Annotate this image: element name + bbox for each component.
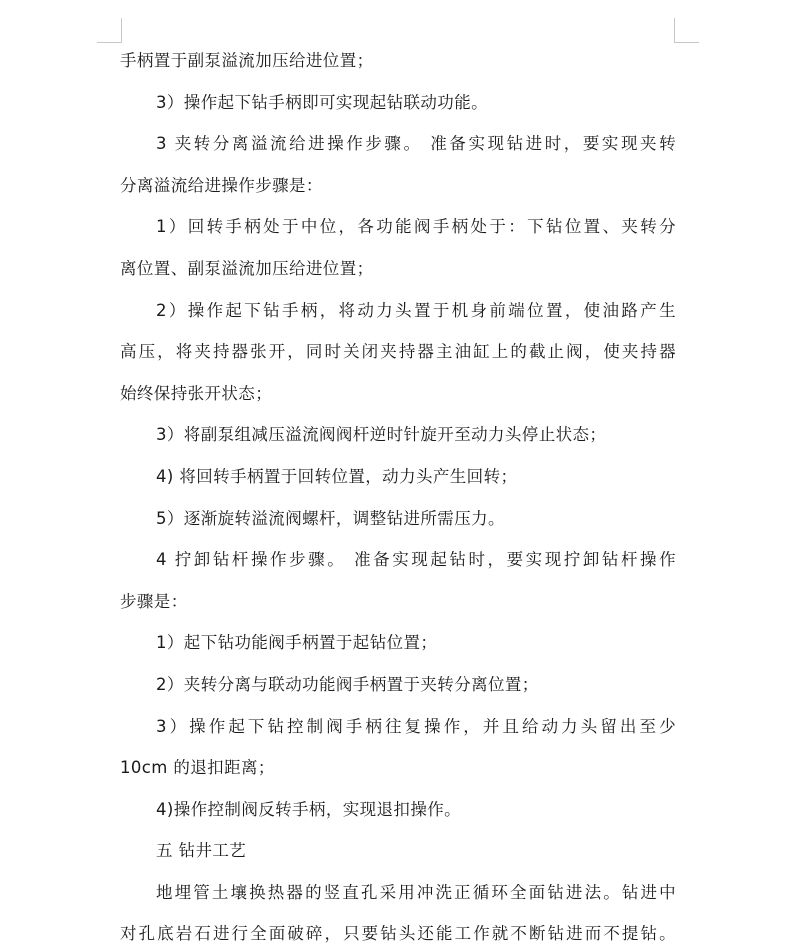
text-line: 2）夹转分离与联动功能阀手柄置于夹转分离位置； [156,674,539,694]
text-line: 4 拧卸钻杆操作步骤。 准备实现起钻时，要实现拧卸钻杆操作 [156,550,676,570]
text-line: 10cm 的退扣距离； [120,758,275,778]
text-line: 4) 将回转手柄置于回转位置，动力头产生回转； [156,466,518,486]
text-line: 分离溢流给进操作步骤是： [120,175,323,195]
text-line: 离位置、副泵溢流加压给进位置； [120,258,374,278]
text-line: 3）操作起下钻控制阀手柄往复操作，并且给动力头留出至少 [156,716,676,736]
text-line: 手柄置于副泵溢流加压给进位置； [120,51,374,70]
document-body [120,40,676,944]
text-line: 5）逐渐旋转溢流阀螺杆，调整钻进所需压力。 [156,508,505,528]
text-line: 1）回转手柄处于中位，各功能阀手柄处于：下钻位置、夹转分 [156,217,676,237]
text-line: 步骤是： [120,591,188,611]
text-line: 3）将副泵组减压溢流阀阀杆逆时针旋开至动力头停止状态； [156,425,607,445]
text-line: 3 夹转分离溢流给进操作步骤。 准备实现钻进时，要实现夹转 [156,134,676,154]
margin-corner-mark-right [674,18,699,43]
text-line: 五 钻井工艺 [156,841,247,861]
text-line: 3）操作起下钻手柄即可实现起钻联动功能。 [156,92,488,112]
text-line: 2）操作起下钻手柄，将动力头置于机身前端位置，使油路产生 [156,300,676,320]
text-line: 1）起下钻功能阀手柄置于起钻位置； [156,633,438,653]
text-line: 对孔底岩石进行全面破碎，只要钻头还能工作就不断钻进而不提钻。 [120,924,676,944]
margin-corner-mark-left [97,18,122,43]
text-line: 地埋管土壤换热器的竖直孔采用冲洗正循环全面钻进法。钻进中 [156,882,676,902]
text-line: 4)操作控制阀反转手柄，实现退扣操作。 [156,799,462,819]
text-line: 始终保持张开状态； [120,383,273,403]
text-line: 高压，将夹持器张开，同时关闭夹持器主油缸上的截止阀，使夹持器 [120,342,676,362]
